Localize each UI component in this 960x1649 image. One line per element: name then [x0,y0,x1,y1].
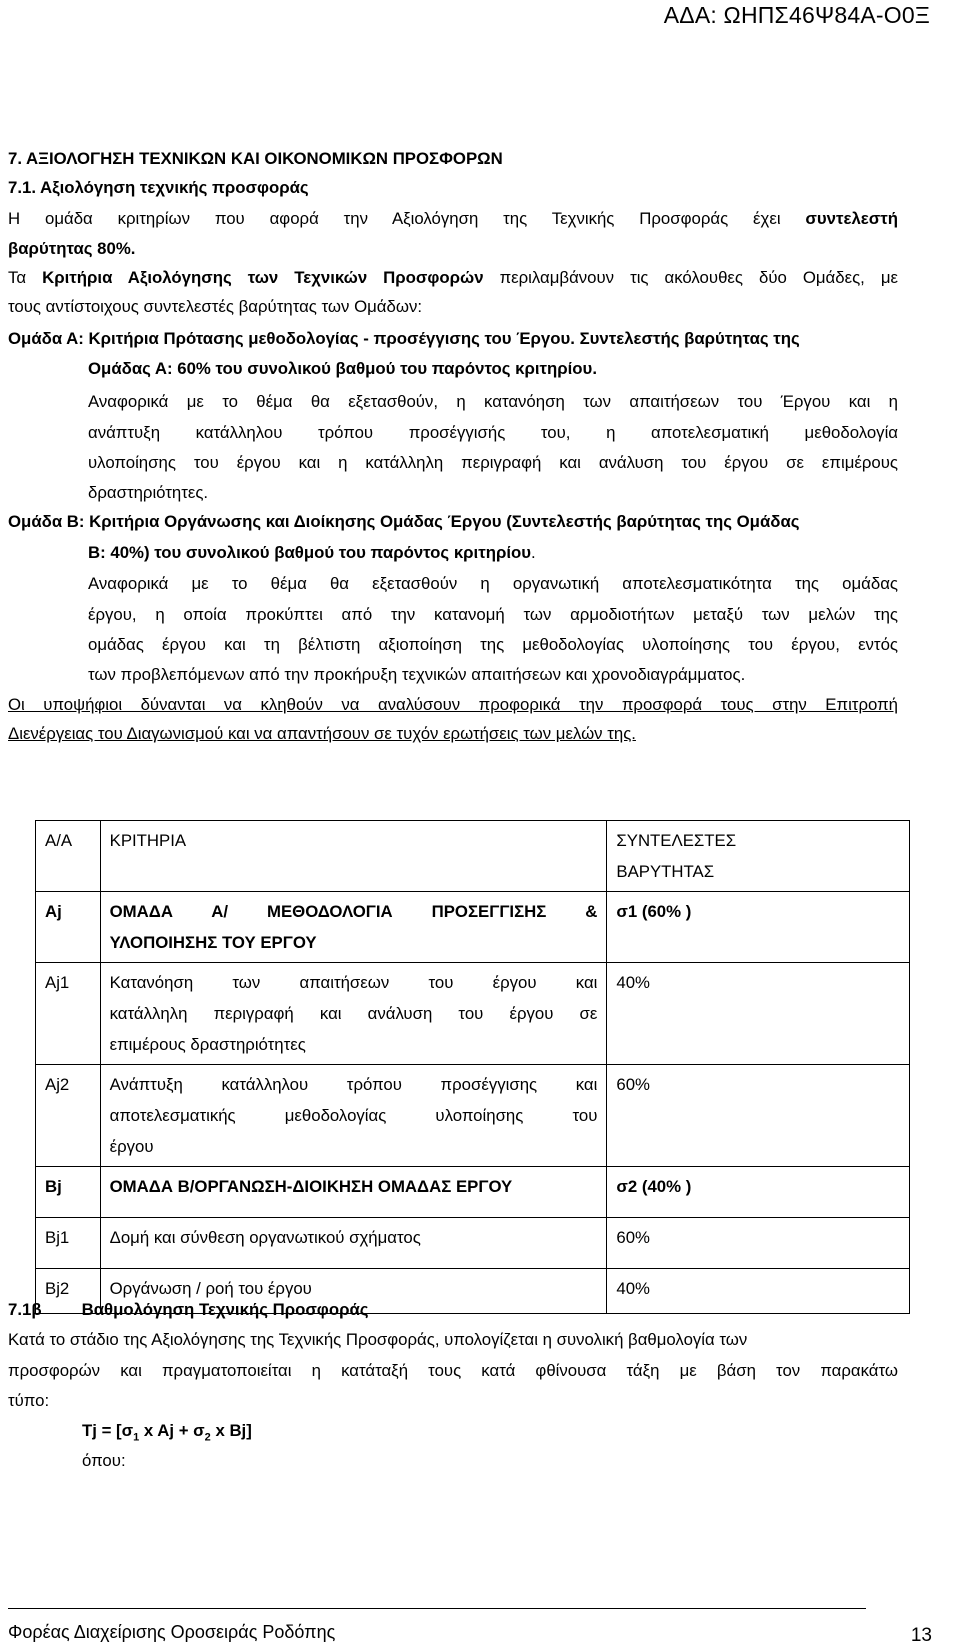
row-weight: 40% [607,963,910,1065]
group-b-desc: Αναφορικά με το θέμα θα εξετασθούν η οργανωτική αποτελεσματικότητα της ομάδας [88,574,898,593]
row-aa: Aj2 [36,1065,101,1167]
section-title: 7. ΑΞΙΟΛΟΓΗΣΗ ΤΕΧΝΙΚΩΝ ΚΑΙ ΟΙΚΟΝΟΜΙΚΩΝ ΠΡΟΣΦΟΡΩΝ [8,149,503,168]
header-weight: ΣΥΝΤΕΛΕΣΤΕΣ ΒΑΡΥΤΗΤΑΣ [607,821,910,892]
criteria-table [35,820,910,1314]
row-aa: Aj1 [36,963,101,1065]
table-row [36,1218,910,1269]
group-b-desc: των προβλεπόμενων από την προκήρυξη τεχνικών απαιτήσεων και χρονοδιαγράμματος. [88,665,746,684]
group-a-desc: Αναφορικά με το θέμα θα εξετασθούν, η κατανόηση των απαιτήσεων του Έργου και η [88,392,898,411]
row-weight: σ1 (60% ) [607,892,910,963]
group-b-desc: ομάδας έργου και τη βέλτιστη αξιοποίηση της μεθοδολογίας υλοποίησης του έργου, εντός [88,635,898,654]
footer-divider [8,1608,866,1609]
row-criteria: Οργάνωση / ροή του έργου [100,1269,607,1314]
group-b-desc: έργου, η οποία προκύπτει από την κατανομή των αρμοδιοτήτων μεταξύ των μελών της [88,605,898,624]
row-aa: Bj1 [36,1218,101,1269]
row-weight: 60% [607,1218,910,1269]
scoring-paragraph: προσφορών και πραγματοποιείται η κατάταξή τους κατά φθίνουσα τάξη με βάση τον παρακάτω [8,1361,898,1380]
row-aa: Aj [36,892,101,963]
group-a-desc: ανάπτυξη κατάλληλου τρόπου προσέγγισής του, η αποτελεσματική μεθοδολογία [88,423,898,442]
scoring-formula: $Tj = [\sigma_1$ x $Aj + \sigma_2$ x Bj] [82,1421,252,1444]
scoring-heading: 7.1β Βαθμολόγηση Τεχνικής Προσφοράς [8,1300,369,1319]
paragraph-line: Η ομάδα κριτηρίων που αφορά την Αξιολόγηση της Τεχνικής Προσφοράς έχει συντελεστή [8,209,898,228]
row-criteria: Κατανόηση των απαιτήσεων του έργου και κατάλληλη περιγραφή και ανάλυση του έργου σε επιμέρους δραστηριότητες [100,963,607,1065]
group-a-heading: Ομάδα Α: Κριτήρια Πρότασης μεθοδολογίας - προσέγγισης του Έργου. Συντελεστής βαρύτητας της [8,329,800,348]
section-subtitle: 7.1. Αξιολόγηση τεχνικής προσφοράς [8,178,309,197]
row-weight: σ2 (40% ) [607,1167,910,1218]
group-a-desc: υλοποίησης του έργου και η κατάλληλη περιγραφή και ανάλυση του έργου σε επιμέρους [88,453,898,472]
row-weight: 60% [607,1065,910,1167]
table-row [36,963,910,1065]
ada-code: ΑΔΑ: ΩΗΠΣ46Ψ84Α-Ο0Ξ [663,2,930,28]
row-criteria: Ανάπτυξη κατάλληλου τρόπου προσέγγισης και αποτελεσματικής μεθοδολογίας υλοποίησης του έργου [100,1065,607,1167]
page-number: 13 [910,1625,932,1646]
group-b-heading: Ομάδα Β: Κριτήρια Οργάνωσης και Διοίκησης Ομάδας Έργου (Συντελεστής βαρύτητας της Ομάδας [8,512,800,531]
underlined-note: Διενέργειας του Διαγωνισμού και να απαντήσουν σε τυχόν ερωτήσεις των μελών της. [8,724,636,743]
table-row [36,892,910,963]
table-header-row [36,821,910,892]
paragraph-line: βαρύτητας 80%. [8,239,136,258]
row-weight: 40% [607,1269,910,1314]
row-criteria: ΟΜΑΔΑ Α/ ΜΕΘΟΔΟΛΟΓΙΑ ΠΡΟΣΕΓΓΙΣΗΣ & ΥΛΟΠΟΙΗΣΗΣ ΤΟΥ ΕΡΓΟΥ [100,892,607,963]
table-row [36,1065,910,1167]
scoring-paragraph: Κατά το στάδιο της Αξιολόγησης της Τεχνικής Προσφοράς, υπολογίζεται η συνολική βαθμολογία των [8,1330,748,1349]
paragraph-line: Τα Κριτήρια Αξιολόγησης των Τεχνικών Προσφορών περιλαμβάνουν τις ακόλουθες δύο Ομάδες, με [8,268,898,287]
group-a-desc: δραστηριότητες. [88,483,209,502]
row-aa: Bj2 [36,1269,101,1314]
row-criteria: ΟΜΑΔΑ Β/ΟΡΓΑΝΩΣΗ-ΔΙΟΙΚΗΣΗ ΟΜΑΔΑΣ ΕΡΓΟΥ [100,1167,607,1218]
row-aa: Bj [36,1167,101,1218]
group-a-heading: Ομάδας Α: 60% του συνολικού βαθμού του παρόντος κριτηρίου. [88,359,597,378]
group-b-heading: Β: 40%) του συνολικού βαθμού του παρόντος κριτηρίου. [88,543,536,562]
underlined-note: Οι υποψήφιοι δύνανται να κληθούν να αναλύσουν προφορικά την προσφορά τους στην Επιτροπή [8,695,898,714]
header-aa: Α/Α [36,821,101,892]
scoring-paragraph: τύπο: [8,1391,50,1410]
table-row [36,1167,910,1218]
header-criteria: ΚΡΙΤΗΡΙΑ [100,821,607,892]
paragraph-line: τους αντίστοιχους συντελεστές βαρύτητας των Ομάδων: [8,297,422,316]
footer-organization: Φορέας Διαχείρισης Οροσειράς Ροδόπης [8,1622,336,1642]
scoring-where: όπου: [82,1451,126,1470]
row-criteria: Δομή και σύνθεση οργανωτικού σχήματος [100,1218,607,1269]
